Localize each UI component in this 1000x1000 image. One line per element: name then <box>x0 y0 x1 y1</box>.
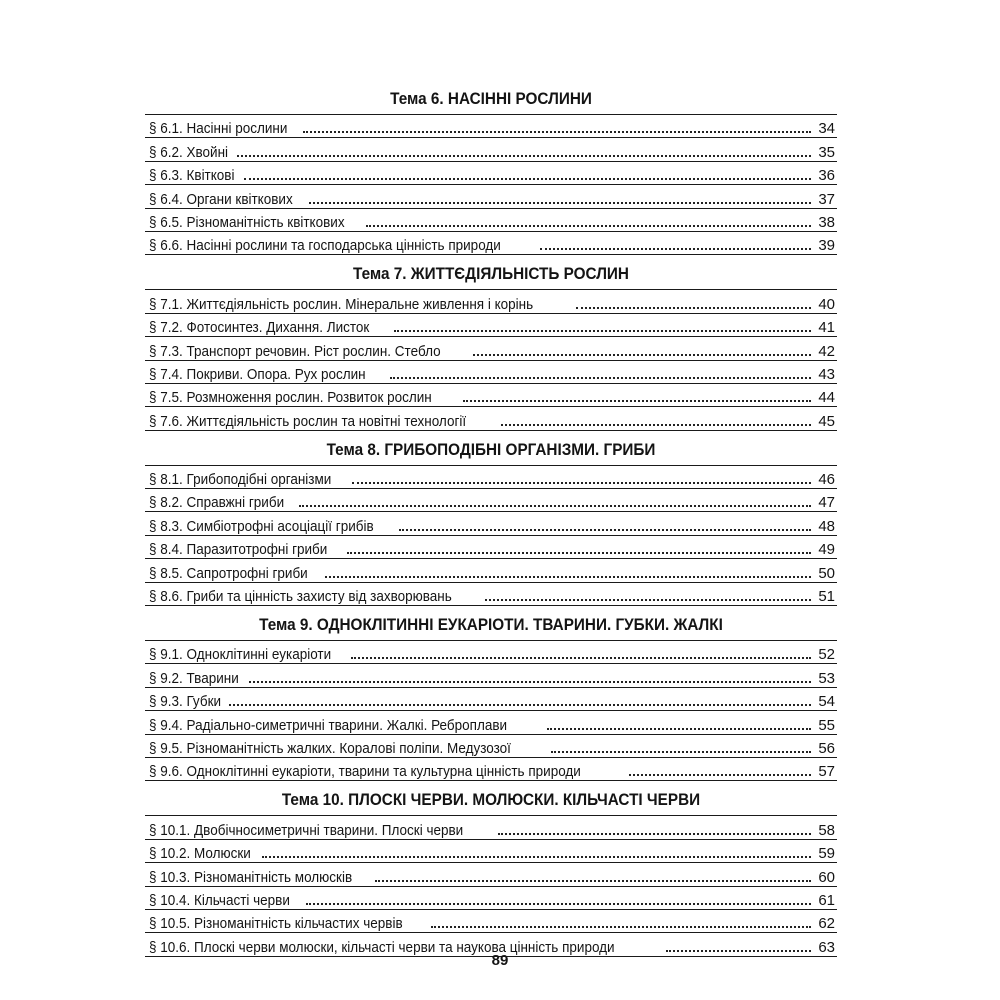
dot-leader <box>325 576 811 578</box>
toc-entry[interactable] <box>145 559 837 582</box>
entry-page: 52 <box>818 646 835 664</box>
dot-leader <box>399 529 811 531</box>
entry-page: 38 <box>818 213 835 231</box>
dot-leader <box>463 400 811 402</box>
entry-page: 39 <box>818 237 835 255</box>
toc-entry[interactable] <box>145 209 837 232</box>
dot-leader <box>306 903 811 905</box>
dot-leader <box>390 377 811 379</box>
dot-leader <box>394 330 811 332</box>
toc-entry[interactable] <box>145 466 837 489</box>
dot-leader <box>473 354 811 356</box>
toc-entry[interactable] <box>145 863 837 886</box>
toc-entry[interactable] <box>145 887 837 910</box>
page-number: 89 <box>491 952 509 969</box>
entry-page: 48 <box>818 517 835 535</box>
entry-label: § 8.2. Справжні гриби <box>149 494 285 512</box>
dot-leader <box>229 704 811 706</box>
entry-label: § 6.3. Квіткові <box>149 167 235 185</box>
entry-page: 63 <box>818 938 835 956</box>
entry-page: 35 <box>818 143 835 161</box>
toc-section-topic-9 <box>145 614 837 781</box>
toc-entry[interactable] <box>145 361 837 384</box>
toc-entry[interactable] <box>145 115 837 138</box>
toc-entry[interactable] <box>145 583 837 606</box>
section-title: Тема 7. ЖИТТЄДІЯЛЬНІСТЬ РОСЛИН <box>353 264 629 284</box>
dot-leader <box>351 657 811 659</box>
entry-page: 62 <box>818 915 835 933</box>
entry-page: 53 <box>818 669 835 687</box>
dot-leader <box>352 482 811 484</box>
toc-entry[interactable] <box>145 688 837 711</box>
toc-section-topic-8 <box>145 439 837 606</box>
dot-leader <box>244 178 811 180</box>
dot-leader <box>540 248 811 250</box>
entry-label: § 10.4. Кільчасті черви <box>149 891 290 909</box>
entry-label: § 10.1. Двобічносиметричні тварини. Плоскі черви <box>149 821 464 839</box>
toc-section-topic-7 <box>145 263 837 430</box>
entry-page: 40 <box>818 295 835 313</box>
entry-page: 45 <box>818 412 835 430</box>
toc-entry[interactable] <box>145 758 837 781</box>
entry-label: § 9.2. Тварини <box>149 669 239 687</box>
entry-label: § 9.6. Одноклітинні еукаріоти, тварини та культурна цінність природи <box>149 763 581 781</box>
entry-label: § 7.2. Фотосинтез. Дихання. Листок <box>149 319 370 337</box>
entry-page: 55 <box>818 716 835 734</box>
entry-label: § 6.2. Хвойні <box>149 143 229 161</box>
entry-label: § 8.5. Сапротрофні гриби <box>149 564 308 582</box>
entry-label: § 6.1. Насінні рослини <box>149 120 288 138</box>
section-title: Тема 6. НАСІННІ РОСЛИНИ <box>390 89 592 108</box>
dot-leader <box>309 202 811 204</box>
entry-label: § 7.1. Життєдіяльність рослин. Мінеральне живлення і корінь <box>149 295 534 313</box>
toc-entry[interactable] <box>145 138 837 161</box>
toc-entry[interactable] <box>145 314 837 337</box>
entry-page: 46 <box>818 471 835 489</box>
toc-entry[interactable] <box>145 840 837 863</box>
entry-label: § 8.4. Паразитотрофні гриби <box>149 541 328 559</box>
entry-page: 50 <box>818 564 835 582</box>
entry-label: § 9.4. Радіально-симетричні тварини. Жалкі. Реброплави <box>149 716 508 734</box>
toc-entry[interactable] <box>145 536 837 559</box>
dot-leader <box>366 225 811 227</box>
entry-label: § 6.5. Різноманітність квіткових <box>149 213 345 231</box>
entry-label: § 10.5. Різноманітність кільчастих червів <box>149 915 403 933</box>
toc-entry[interactable] <box>145 407 837 430</box>
dot-leader <box>629 774 811 776</box>
dot-leader <box>498 833 811 835</box>
dot-leader <box>431 926 811 928</box>
toc-entry[interactable] <box>145 489 837 512</box>
entry-page: 54 <box>818 693 835 711</box>
table-of-contents <box>145 88 837 965</box>
entry-page: 44 <box>818 389 835 407</box>
entry-label: § 7.6. Життєдіяльність рослин та новітні технології <box>149 412 467 430</box>
entry-page: 51 <box>818 588 835 606</box>
dot-leader <box>262 856 811 858</box>
entry-label: § 8.3. Симбіотрофні асоціації грибів <box>149 517 374 535</box>
entry-page: 37 <box>818 190 835 208</box>
dot-leader <box>299 505 811 507</box>
dot-leader <box>547 728 811 730</box>
entry-page: 59 <box>818 845 835 863</box>
toc-entry[interactable] <box>145 384 837 407</box>
entry-page: 41 <box>818 319 835 337</box>
entry-page: 49 <box>818 541 835 559</box>
toc-section-topic-10 <box>145 789 837 956</box>
entry-label: § 10.2. Молюски <box>149 845 251 863</box>
entry-page: 34 <box>818 120 835 138</box>
entry-label: § 7.5. Розмноження рослин. Розвиток рослин <box>149 389 432 407</box>
entry-page: 58 <box>818 821 835 839</box>
section-title: Тема 10. ПЛОСКІ ЧЕРВИ. МОЛЮСКИ. КІЛЬЧАСТІ ЧЕРВИ <box>281 790 701 810</box>
entry-page: 56 <box>818 739 835 757</box>
section-title: Тема 8. ГРИБОПОДІБНІ ОРГАНІЗМИ. ГРИБИ <box>326 439 656 459</box>
dot-leader <box>347 552 811 554</box>
toc-entry[interactable] <box>145 232 837 255</box>
entry-page: 36 <box>818 167 835 185</box>
entry-page: 61 <box>818 891 835 909</box>
dot-leader <box>576 307 811 309</box>
entry-label: § 8.1. Грибоподібні організми <box>149 471 332 489</box>
entry-label: § 7.3. Транспорт речовин. Ріст рослин. Стебло <box>149 342 441 360</box>
entry-label: § 9.1. Одноклітинні еукаріоти <box>149 646 332 664</box>
entry-page: 60 <box>818 868 835 886</box>
toc-entry[interactable] <box>145 290 837 313</box>
toc-entry[interactable] <box>145 816 837 839</box>
entry-page: 43 <box>818 365 835 383</box>
toc-entry[interactable] <box>145 641 837 664</box>
dot-leader <box>303 131 811 133</box>
toc-entry[interactable] <box>145 512 837 535</box>
dot-leader <box>501 424 811 426</box>
entry-label: § 9.3. Губки <box>149 693 222 711</box>
toc-entry[interactable] <box>145 910 837 933</box>
entry-page: 47 <box>818 494 835 512</box>
entry-label: § 6.6. Насінні рослини та господарська цінність природи <box>149 237 501 255</box>
entry-label: § 7.4. Покриви. Опора. Рух рослин <box>149 365 366 383</box>
toc-section-topic-6 <box>145 88 837 255</box>
entry-page: 57 <box>818 763 835 781</box>
entry-label: § 8.6. Гриби та цінність захисту від захворювань <box>149 588 452 606</box>
entry-label: § 10.3. Різноманітність молюсків <box>149 868 353 886</box>
dot-leader <box>237 155 811 157</box>
section-title: Тема 9. ОДНОКЛІТИННІ ЕУКАРІОТИ. ТВАРИНИ. ГУБКИ. ЖАЛКІ <box>259 615 723 635</box>
toc-entry[interactable] <box>145 162 837 185</box>
toc-entry[interactable] <box>145 711 837 734</box>
toc-entry[interactable] <box>145 337 837 360</box>
dot-leader <box>485 599 811 601</box>
entry-label: § 6.4. Органи квіткових <box>149 190 293 208</box>
dot-leader <box>249 681 811 683</box>
toc-entry[interactable] <box>145 664 837 687</box>
toc-entry[interactable] <box>145 185 837 208</box>
entry-label: § 10.6. Плоскі черви молюски, кільчасті черви та наукова цінність природи <box>149 938 615 956</box>
entry-page: 42 <box>818 342 835 360</box>
dot-leader <box>375 880 811 882</box>
entry-label: § 9.5. Різноманітність жалких. Коралові поліпи. Медузозої <box>149 739 511 757</box>
dot-leader <box>551 751 811 753</box>
toc-entry[interactable] <box>145 735 837 758</box>
